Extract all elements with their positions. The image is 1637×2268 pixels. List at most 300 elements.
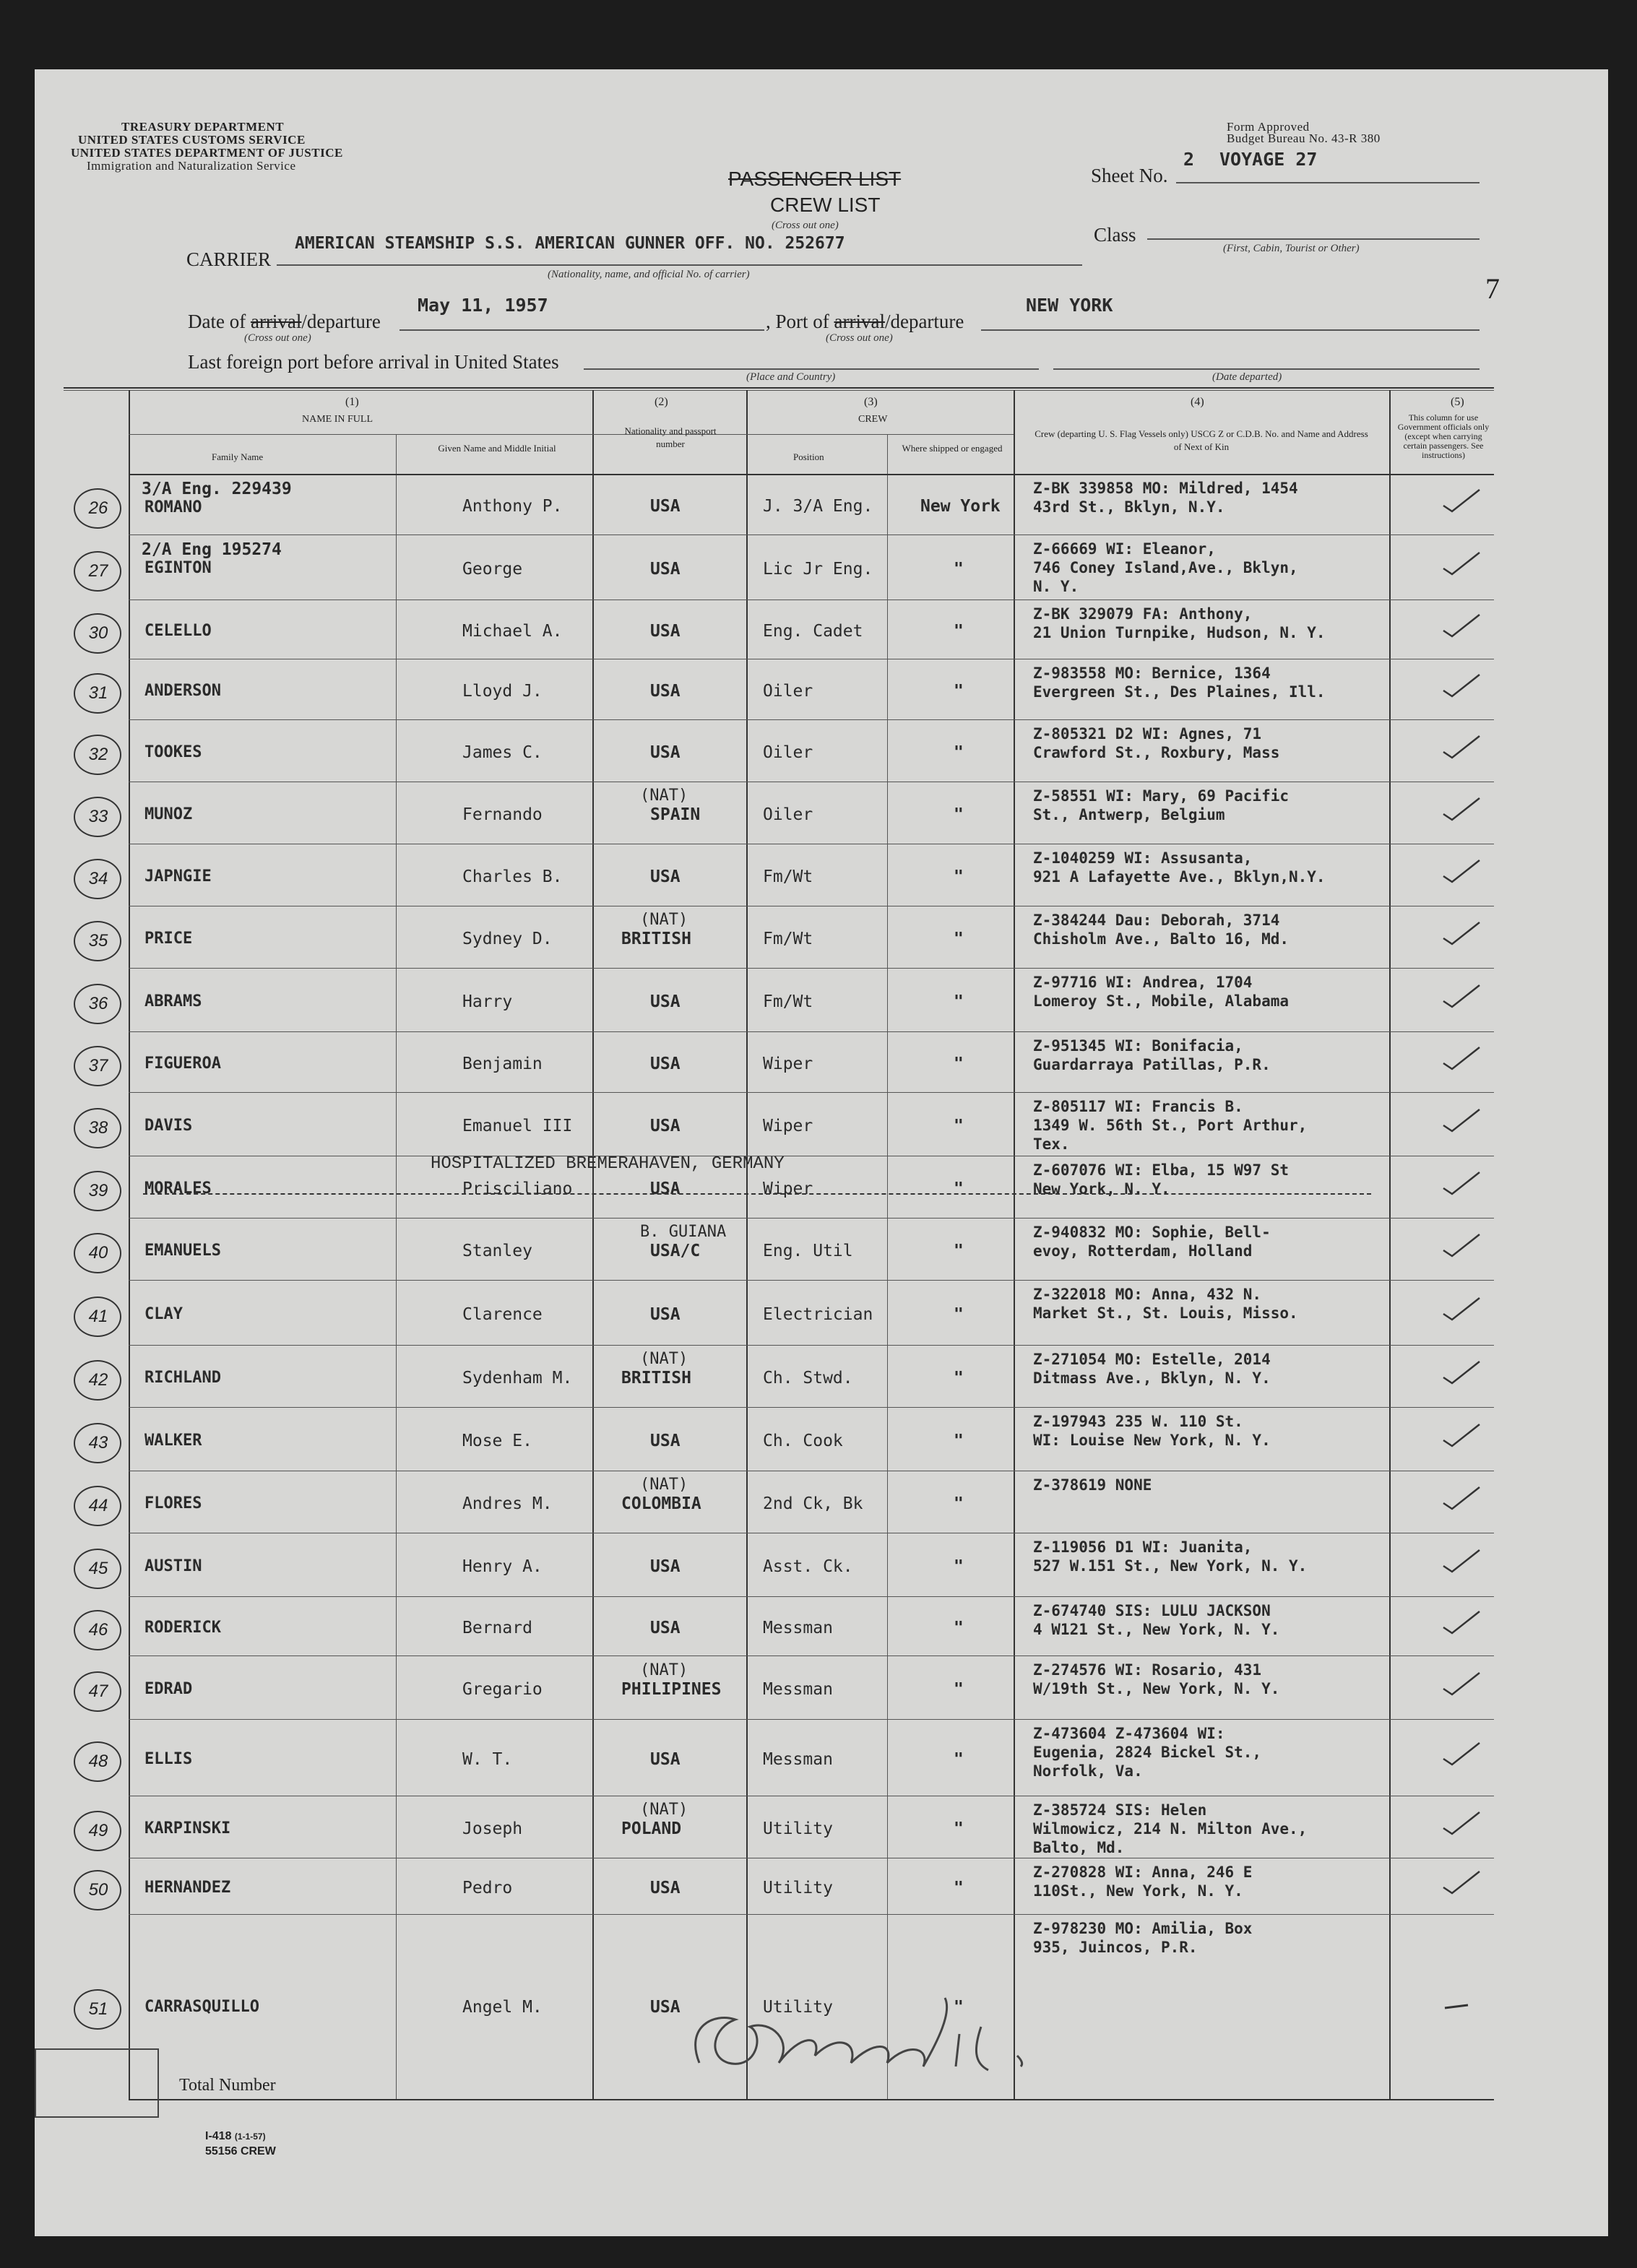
where-shipped: " [954,743,964,762]
col5-number: (5) [1451,396,1464,408]
next-of-kin-line2: 527 W.151 St., New York, N. Y. [1033,1557,1308,1575]
nationality: USA [650,1432,681,1450]
col3-title: CREW [858,414,888,425]
given-name: Gregario [462,1680,543,1699]
strikethrough-line [143,1193,1371,1195]
given-name: Bernard [462,1619,532,1637]
where-shipped: " [954,560,964,579]
circle-mark [74,1233,121,1273]
circle-mark [74,1671,121,1712]
position: Electrician [763,1305,873,1324]
next-of-kin-line2: 1349 W. 56th St., Port Arthur, [1033,1117,1308,1134]
next-of-kin-line1: Z-1040259 WI: Assusanta, [1033,849,1253,867]
check-mark-icon [1439,613,1482,635]
check-mark-icon [1439,1171,1482,1193]
date-cross-out: (Cross out one) [244,332,311,344]
next-of-kin-line2: 21 Union Turnpike, Hudson, N. Y. [1033,624,1326,641]
line-number [77,1172,120,1210]
next-of-kin-line1: Z-58551 WI: Mary, 69 Pacific [1033,787,1290,805]
circle-mark [74,1423,121,1463]
family-name: CLAY [144,1305,183,1323]
family-name: ANDERSON [144,682,221,700]
crew-table [35,69,1608,2236]
dept-customs: UNITED STATES CUSTOMS SERVICE [78,133,306,147]
row-divider [129,534,1494,535]
nationality: USA [650,743,681,762]
family-name: RICHLAND [144,1369,221,1387]
next-of-kin-line1: Z-384244 Dau: Deborah, 3714 [1033,912,1280,929]
given-name: Michael A. [462,622,563,641]
circle-mark [74,613,121,654]
rating-note: 3/A Eng. 229439 [142,480,292,498]
line-number [77,1550,120,1588]
given-name: Joseph [462,1819,523,1838]
line-number [77,1743,120,1780]
nationality-prefix: (NAT) [640,1350,688,1368]
cross-out-note: (Cross out one) [772,220,839,231]
line-number-text: 41 [88,1307,108,1326]
where-shipped: New York [920,497,1001,516]
position: Oiler [763,682,813,701]
family-name: CELELLO [144,622,212,640]
line-number-text: 42 [88,1370,108,1390]
dept-justice: UNITED STATES DEPARTMENT OF JUSTICE [71,146,343,160]
check-mark-icon [1439,1870,1482,1892]
line-number-text: 30 [88,623,108,643]
circle-mark [74,1811,121,1851]
family-name: DAVIS [144,1117,193,1135]
line-number [77,1991,120,2028]
check-mark-icon [1439,1610,1482,1632]
dept-ins: Immigration and Naturalization Service [87,159,296,173]
where-shipped: " [954,1055,964,1073]
col1a-title: Family Name [212,451,264,462]
nationality: USA/C [650,1242,701,1260]
family-name: KARPINSKI [144,1819,231,1838]
given-name: W. T. [462,1750,513,1769]
given-name: Benjamin [462,1055,543,1073]
nationality: USA [650,1117,681,1135]
line-number [77,675,120,712]
position: Utility [763,1819,833,1838]
circle-mark [74,797,121,837]
nationality: USA [650,867,681,886]
line-number [77,922,120,960]
line-number [77,1487,120,1525]
col1-number: (1) [345,396,359,408]
port-value: NEW YORK [1026,295,1113,316]
nationality: USA [650,1879,681,1897]
next-of-kin-line1: Z-951345 WI: Bonifacia, [1033,1037,1243,1055]
col4-number: (4) [1191,396,1204,408]
nationality: USA [650,497,681,516]
col3b-title: Where shipped or engaged [902,443,1003,454]
where-shipped: " [954,805,964,824]
nationality: USA [650,622,681,641]
position: Fm/Wt [763,992,813,1011]
check-mark-icon [1439,673,1482,695]
where-shipped: " [954,1557,964,1576]
line-number [77,1812,120,1850]
col2-title: Nationality and passport number [624,425,717,449]
row-divider [129,1596,1494,1597]
given-name: George [462,560,523,579]
check-mark-icon [1439,1671,1482,1693]
class-caption: (First, Cabin, Tourist or Other) [1223,243,1360,254]
line-number-text: 27 [88,561,108,581]
line-number [77,553,120,590]
line-number-text: 39 [88,1181,108,1200]
carrier-caption: (Nationality, name, and official No. of carrier) [548,269,750,280]
class-label: Class [1094,224,1136,246]
line-number [77,1424,120,1462]
line-number-text: 46 [88,1620,108,1640]
port-label: , Port of arrival/departure [766,311,964,332]
position: Utility [763,1879,833,1897]
where-shipped: " [954,1619,964,1637]
position: Eng. Util [763,1242,853,1260]
where-shipped: " [954,622,964,641]
next-of-kin-line1: Z-197943 235 W. 110 St. [1033,1413,1243,1430]
position: Fm/Wt [763,867,813,886]
form-approved: Form Approved [1227,120,1310,134]
nationality: POLAND [621,1819,682,1838]
col2-number: (2) [655,396,668,408]
given-name: Harry [462,992,513,1011]
crew-list-form [35,69,1608,2236]
row-divider [129,719,1494,720]
given-name: Fernando [462,805,543,824]
circle-mark [74,1297,121,1337]
row-divider [129,1345,1494,1346]
family-name: TOOKES [144,743,202,761]
row-divider [129,1407,1494,1408]
family-name: AUSTIN [144,1557,202,1575]
nationality: USA [650,1750,681,1769]
position: Lic Jr Eng. [763,560,873,579]
nationality: COLOMBIA [621,1494,701,1513]
line-number-text: 49 [88,1821,108,1840]
date-departed-caption: (Date departed) [1212,371,1282,383]
next-of-kin-line2: 43rd St., Bklyn, N.Y. [1033,498,1225,516]
line-number-text: 32 [88,745,108,764]
family-name: JAPNGIE [144,867,212,886]
circle-mark [74,859,121,899]
row-divider [129,1655,1494,1656]
row-divider [129,968,1494,969]
line-number [77,1298,120,1336]
dept-treasury: TREASURY DEPARTMENT [121,120,285,134]
next-of-kin-line1: Z-BK 329079 FA: Anthony, [1033,605,1253,623]
next-of-kin-line1: Z-674740 SIS: LULU JACKSON [1033,1602,1271,1619]
position: Messman [763,1619,833,1637]
col1-title: NAME IN FULL [302,414,373,425]
line-number-text: 26 [88,498,108,518]
circle-mark [74,673,121,714]
position: Asst. Ck. [763,1557,853,1576]
line-number [77,1234,120,1272]
total-label: Total Number [179,2076,276,2095]
next-of-kin-line2: New York, N. Y. [1033,1180,1170,1198]
family-name: HERNANDEZ [144,1879,231,1897]
date-label: Date of arrival/departure [188,311,381,332]
next-of-kin-line1: Z-978230 MO: Amilia, Box [1033,1920,1253,1937]
circle-mark [74,1610,121,1650]
nationality: USA [650,992,681,1011]
last-port-label: Last foreign port before arrival in United States [188,351,559,373]
next-of-kin-line1: Z-940832 MO: Sophie, Bell- [1033,1224,1271,1241]
circle-mark [74,488,121,529]
row-divider [129,1914,1494,1915]
position: Fm/Wt [763,930,813,948]
given-name: Andres M. [462,1494,553,1513]
position: Oiler [763,805,813,824]
nationality: USA [650,560,681,579]
position: Wiper [763,1180,813,1198]
next-of-kin-line1: Z-983558 MO: Bernice, 1364 [1033,665,1271,682]
nationality: USA [650,1305,681,1324]
check-mark-icon [1439,921,1482,943]
given-name: Clarence [462,1305,543,1324]
row-divider [129,1280,1494,1281]
check-mark-icon [1439,1549,1482,1570]
col3a-title: Position [793,451,824,462]
circle-mark [74,1046,121,1086]
where-shipped: " [954,1180,964,1198]
position: Messman [763,1750,833,1769]
line-number [77,1611,120,1649]
line-number-text: 44 [88,1496,108,1515]
sheet-label: Sheet No. [1091,165,1168,186]
col1b-title: Given Name and Middle Initial [438,443,556,454]
nationality: USA [650,1055,681,1073]
family-name: WALKER [144,1432,202,1450]
next-of-kin-line1: Z-378619 NONE [1033,1476,1152,1494]
total-box [35,2048,159,2118]
circle-mark [74,551,121,592]
where-shipped: " [954,1432,964,1450]
position: Wiper [763,1055,813,1073]
circle-mark [74,735,121,775]
next-of-kin-line1: Z-607076 WI: Elba, 15 W97 St [1033,1161,1290,1179]
check-mark-icon [1439,1233,1482,1255]
next-of-kin-line2: Chisholm Ave., Balto 16, Md. [1033,930,1290,948]
next-of-kin-line2: 921 A Lafayette Ave., Bklyn,N.Y. [1033,868,1326,886]
line-number [77,1047,120,1085]
nationality-prefix: (NAT) [640,1476,688,1494]
line-number-text: 48 [88,1752,108,1771]
where-shipped: " [954,1879,964,1897]
nationality: BRITISH [621,930,691,948]
position: 2nd Ck, Bk [763,1494,863,1513]
next-of-kin-line1: Z-805321 D2 WI: Agnes, 71 [1033,725,1262,743]
family-name: ELLIS [144,1750,193,1768]
line-number-text: 50 [88,1880,108,1900]
circle-mark [74,1549,121,1589]
check-mark-icon [1439,1486,1482,1507]
row-divider [129,1218,1494,1219]
nationality: USA [650,1557,681,1576]
row-divider [129,1031,1494,1032]
next-of-kin-line2: 110St., New York, N. Y. [1033,1882,1243,1900]
position: Ch. Cook [763,1432,843,1450]
given-name: James C. [462,743,543,762]
nationality: USA [650,1180,681,1198]
next-of-kin-line2: Eugenia, 2824 Bickel St., [1033,1744,1262,1761]
port-cross-out: (Cross out one) [826,332,893,344]
given-name: Stanley [462,1242,532,1260]
family-name: MORALES [144,1180,212,1198]
given-name: Angel M. [462,1998,543,2017]
position: Messman [763,1680,833,1699]
family-name: ROMANO [144,498,202,516]
circle-mark [74,984,121,1024]
col5-title: This column for use Government officials only (except when carrying certain passengers. See instructions) [1397,412,1490,460]
next-of-kin-line1: Z-322018 MO: Anna, 432 N. [1033,1286,1262,1303]
line-number-text: 51 [88,1999,108,2019]
check-mark-icon [1439,984,1482,1005]
given-name: Lloyd J. [462,682,543,701]
check-mark-icon [1439,1811,1482,1832]
next-of-kin-line1: Z-270828 WI: Anna, 246 E [1033,1864,1253,1881]
check-mark-icon [1439,1046,1482,1068]
line-number-text: 40 [88,1243,108,1263]
where-shipped: " [954,1819,964,1838]
family-name: ABRAMS [144,992,202,1010]
check-mark-icon [1439,1989,1482,2011]
where-shipped: " [954,1998,964,2017]
family-name: MUNOZ [144,805,193,823]
line-number [77,860,120,898]
date-value: May 11, 1957 [418,295,548,316]
crew-list-title: CREW LIST [770,194,881,216]
family-name: EDRAD [144,1680,193,1698]
line-number [77,798,120,836]
next-of-kin-line1: Z-BK 339858 MO: Mildred, 1454 [1033,480,1298,497]
col4-title: Crew (departing U. S. Flag Vessels only) USCG Z or C.D.B. No. and Name and Address of Next of Kin [1035,428,1368,452]
line-number-text: 37 [88,1056,108,1075]
line-number-text: 31 [88,683,108,703]
carrier-label: CARRIER [186,248,272,270]
position: Ch. Stwd. [763,1369,853,1388]
line-number-text: 47 [88,1681,108,1701]
family-name: FIGUEROA [144,1055,221,1073]
nationality-prefix: (NAT) [640,1661,688,1679]
next-of-kin-line2: Ditmass Ave., Bklyn, N. Y. [1033,1369,1271,1387]
budget-bureau: Budget Bureau No. 43-R 380 [1227,131,1381,145]
col3-number: (3) [864,396,878,408]
check-mark-icon [1439,1297,1482,1318]
next-of-kin-line3: Tex. [1033,1135,1070,1153]
next-of-kin-line1: Z-274576 WI: Rosario, 431 [1033,1661,1262,1679]
where-shipped: " [954,992,964,1011]
line-number [77,1871,120,1909]
given-name: Anthony P. [462,497,563,516]
where-shipped: " [954,682,964,701]
where-shipped: " [954,1117,964,1135]
where-shipped: " [954,1305,964,1324]
next-of-kin-line1: Z-97716 WI: Andrea, 1704 [1033,974,1253,991]
nationality: USA [650,1998,681,2017]
nationality: USA [650,682,681,701]
nationality: SPAIN [650,805,701,824]
nationality-prefix: (NAT) [640,787,688,805]
given-name: Sydenham M. [462,1369,573,1388]
family-name: RODERICK [144,1619,221,1637]
line-number [77,1362,120,1399]
line-number [77,985,120,1023]
circle-mark [74,1360,121,1401]
rating-note: 2/A Eng 195274 [142,540,282,559]
next-of-kin-line2: 4 W121 St., New York, N. Y. [1033,1621,1280,1638]
place-caption: (Place and Country) [746,371,836,383]
next-of-kin-line1: Z-805117 WI: Francis B. [1033,1098,1243,1115]
next-of-kin-line1: Z-66669 WI: Eleanor, [1033,540,1216,558]
where-shipped: " [954,930,964,948]
page-number: 7 [1485,272,1500,305]
signature [670,1969,1046,2099]
next-of-kin-line1: Z-119056 D1 WI: Juanita, [1033,1538,1253,1556]
next-of-kin-line2: Lomeroy St., Mobile, Alabama [1033,992,1290,1010]
next-of-kin-line3: Norfolk, Va. [1033,1762,1143,1780]
next-of-kin-line2: Wilmowicz, 214 N. Milton Ave., [1033,1820,1308,1838]
circle-mark [74,1486,121,1526]
line-number-text: 36 [88,994,108,1013]
carrier-value: AMERICAN STEAMSHIP S.S. AMERICAN GUNNER OFF. NO. 252677 [295,234,845,253]
next-of-kin-line2: Guardarraya Patillas, P.R. [1033,1056,1271,1073]
next-of-kin-line2: Crawford St., Roxbury, Mass [1033,744,1280,761]
family-name: CARRASQUILLO [144,1998,259,2016]
line-number [77,736,120,774]
family-name: EMANUELS [144,1242,221,1260]
line-number [77,615,120,652]
next-of-kin-line1: Z-473604 Z-473604 WI: [1033,1725,1225,1742]
line-number-text: 35 [88,931,108,951]
next-of-kin-line3: N. Y. [1033,578,1079,595]
position: Oiler [763,743,813,762]
where-shipped: " [954,1242,964,1260]
next-of-kin-line2: WI: Louise New York, N. Y. [1033,1432,1271,1449]
line-number [77,1673,120,1710]
next-of-kin-line2: 935, Juincos, P.R. [1033,1939,1198,1956]
next-of-kin-line1: Z-271054 MO: Estelle, 2014 [1033,1351,1271,1368]
circle-mark [74,1870,121,1910]
row-divider [129,1719,1494,1720]
given-name: Sydney D. [462,930,553,948]
passenger-list-title: PASSENGER LIST [728,168,902,190]
given-name: Pedro [462,1879,513,1897]
nationality: USA [650,1619,681,1637]
nationality: PHILIPINES [621,1680,722,1699]
sheet-value: 2 [1183,149,1195,170]
given-name: Emanuel III [462,1117,573,1135]
check-mark-icon [1439,859,1482,880]
line-number-text: 34 [88,869,108,888]
form-code: 55156 CREW [205,2145,276,2157]
next-of-kin-line3: Balto, Md. [1033,1839,1125,1856]
nationality-prefix: B. GUIANA [640,1223,727,1241]
next-of-kin-line2: evoy, Rotterdam, Holland [1033,1242,1253,1260]
where-shipped: " [954,1494,964,1513]
check-mark-icon [1439,1423,1482,1445]
given-name: Charles B. [462,867,563,886]
given-name: Henry A. [462,1557,543,1576]
family-name: FLORES [144,1494,202,1512]
position: Eng. Cadet [763,622,863,641]
where-shipped: " [954,1750,964,1769]
position: J. 3/A Eng. [763,497,873,516]
line-number [77,1109,120,1147]
